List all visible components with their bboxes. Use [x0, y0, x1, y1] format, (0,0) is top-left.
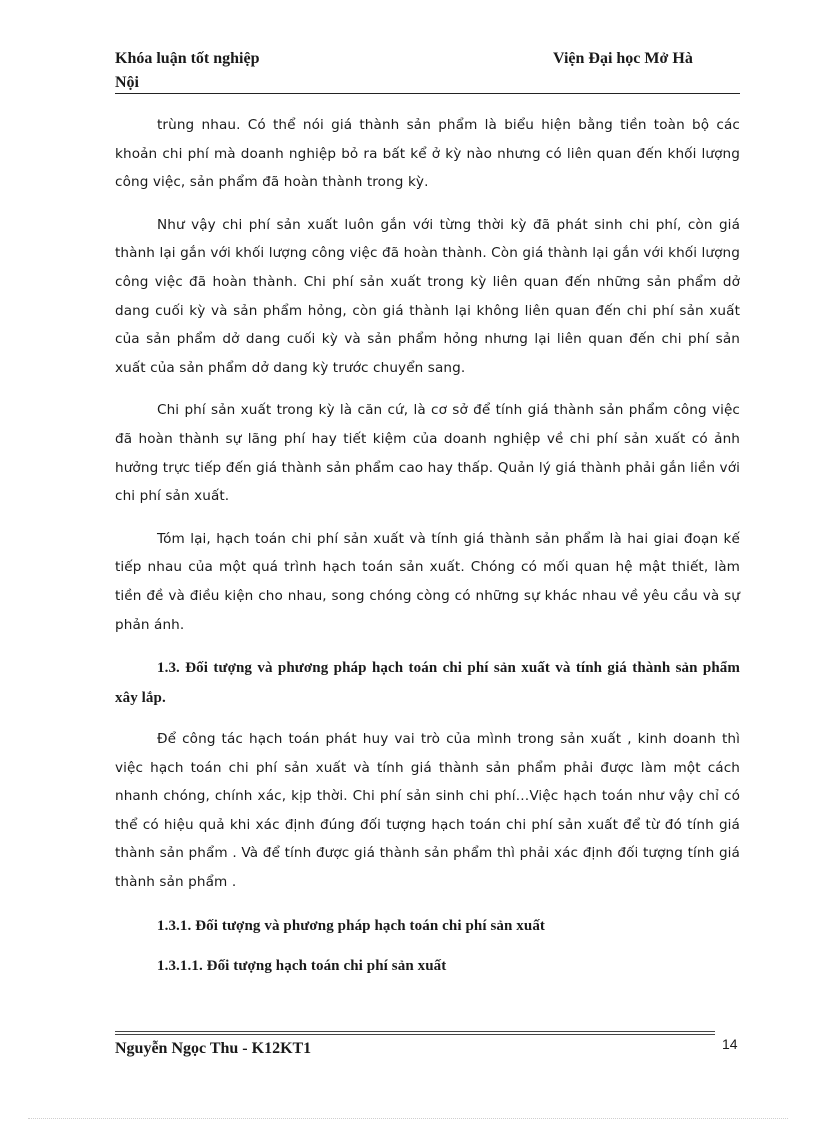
- paragraph: trùng nhau. Có thể nói giá thành sản phẩm là biểu hiện bằng tiền toàn bộ các khoản chi phí mà doanh nghiệp bỏ ra bất kể ở kỳ nào nhưng có liên quan đến khối lượng công việc, sản phẩm đã hoàn thành trong kỳ.: [115, 117, 740, 191]
- thesis-type: Khóa luận tốt nghiệp: [115, 50, 260, 67]
- institution-name-continuation: Nội: [115, 74, 139, 91]
- header-divider: [115, 93, 740, 94]
- page-body: [115, 111, 740, 995]
- paragraph: Như vậy chi phí sản xuất luôn gắn với từng thời kỳ đã phát sinh chi phí, còn giá thành lại gắn với khối lượng công việc đã hoàn thành. Còn giá thành lại gắn với khối lượng công việc đã hoàn thành. Chi phí sản xuất trong kỳ liên quan đến những sản phẩm dở dang cuối kỳ và sản phẩm hỏng, còn giá thành lại không liên quan đến chi phí sản xuất của sản phẩm dở dang cuối kỳ và sản phẩm hỏng nhưng lại liên quan đến chi phí sản xuất của sản phẩm dở dang kỳ trước chuyển sang.: [115, 216, 740, 376]
- subsection-heading: 1.3.1. Đối tượng và phương pháp hạch toán chi phí sản xuất: [157, 917, 546, 934]
- author-name: Nguyễn Ngọc Thu - K12KT1: [115, 1040, 312, 1057]
- section-heading: 1.3. Đối tượng và phương pháp hạch toán chi phí sản xuất và tính giá thành sản phẩm xây lắp.: [115, 660, 740, 707]
- paragraph: Để công tác hạch toán phát huy vai trò của mình trong sản xuất , kinh doanh thì việc hạch toán chi phí sản xuất và tính giá thành sản phẩm phải được làm một cách nhanh chóng, chính xác, kịp thời. Chi phí sản sinh chi phí…Việc hạch toán như vậy chỉ có thể có hiệu quả khi xác định đúng đối tượng hạch toán chi phí sản xuất để từ đó tính giá thành sản phẩm . Và để tính được giá thành sản phẩm thì phải xác định đối tượng tính giá thành sản phẩm .: [115, 731, 740, 891]
- institution-name: Viện Đại học Mở Hà: [553, 50, 693, 67]
- footer-divider: [115, 1031, 715, 1032]
- footer-divider: [115, 1034, 715, 1035]
- paragraph: Chi phí sản xuất trong kỳ là căn cứ, là cơ sở để tính giá thành sản phẩm công việc đã hoàn thành sự lãng phí hay tiết kiệm của doanh nghiệp về chi phí sản xuất có ảnh hưởng trực tiếp đến giá thành sản phẩm cao hay thấp. Quản lý giá thành phải gắn liền với chi phí sản xuất.: [115, 402, 740, 505]
- page-edge: [28, 1118, 788, 1119]
- page-number: 14: [722, 1036, 738, 1052]
- subsubsection-heading: 1.3.1.1. Đối tượng hạch toán chi phí sản xuất: [157, 957, 447, 974]
- paragraph: Tóm lại, hạch toán chi phí sản xuất và tính giá thành sản phẩm là hai giai đoạn kế tiếp nhau của một quá trình hạch toán sản xuất. Chóng có mối quan hệ mật thiết, làm tiền đề và điều kiện cho nhau, song chóng còng có những sự khác nhau về yêu cầu và sự phản ánh.: [115, 530, 740, 633]
